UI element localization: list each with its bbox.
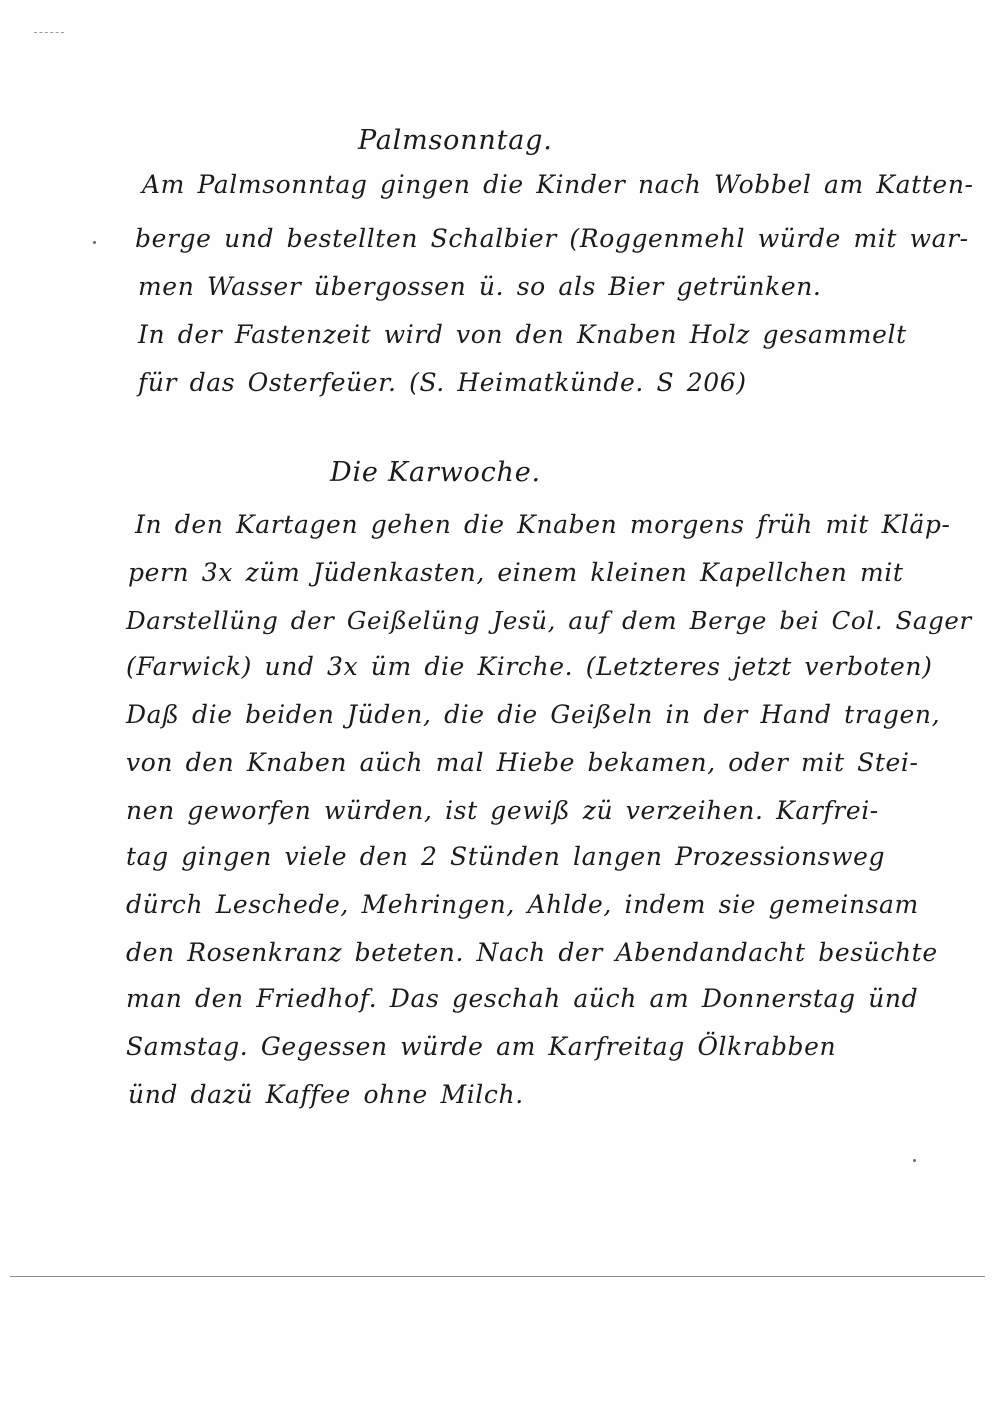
- text-line: In der Fastenzeit wird von den Knaben Holz gesammelt: [138, 320, 907, 349]
- scan-bottom-edge: [10, 1276, 985, 1277]
- text-line: für das Osterfeüer. (S. Heimatkünde. S 206): [138, 368, 747, 397]
- heading-karwoche: Die Karwoche.: [330, 457, 541, 488]
- scan-corner-mark: [34, 32, 64, 33]
- text-line: Samstag. Gegessen würde am Karfreitag Ölkrabben: [126, 1032, 837, 1061]
- heading-palmsonntag: Palmsonntag.: [358, 125, 553, 156]
- text-line: In den Kartagen gehen die Knaben morgens früh mit Kläp-: [135, 510, 951, 539]
- text-line: von den Knaben aüch mal Hiebe bekamen, oder mit Stei-: [126, 748, 919, 777]
- text-line: men Wasser übergossen ü. so als Bier getrünken.: [138, 272, 822, 301]
- text-line: man den Friedhof. Das geschah aüch am Donnerstag ünd: [126, 984, 919, 1013]
- text-line: Darstellüng der Geißelüng Jesü, auf dem Berge bei Col. Sager: [126, 606, 972, 635]
- text-line: (Farwick) und 3x üm die Kirche. (Letzteres jetzt verboten): [126, 652, 933, 681]
- text-line: ünd dazü Kaffee ohne Milch.: [128, 1080, 524, 1109]
- text-line: nen geworfen würden, ist gewiß zü verzeihen. Karfrei-: [126, 796, 879, 825]
- text-line: Am Palmsonntag gingen die Kinder nach Wobbel am Katten-: [142, 170, 974, 199]
- text-line: dürch Leschede, Mehringen, Ahlde, indem sie gemeinsam: [126, 890, 919, 919]
- text-line: den Rosenkranz beteten. Nach der Abendandacht besüchte: [126, 938, 938, 967]
- text-line: pern 3x züm Jüdenkasten, einem kleinen Kapellchen mit: [128, 558, 904, 587]
- ink-speck: [913, 1159, 916, 1162]
- text-line: berge und bestellten Schalbier (Roggenmehl würde mit war-: [135, 224, 969, 253]
- text-line: tag gingen viele den 2 Stünden langen Prozessionsweg: [126, 842, 886, 871]
- ink-speck: [93, 241, 96, 244]
- text-line: Daß die beiden Jüden, die die Geißeln in der Hand tragen,: [126, 700, 941, 729]
